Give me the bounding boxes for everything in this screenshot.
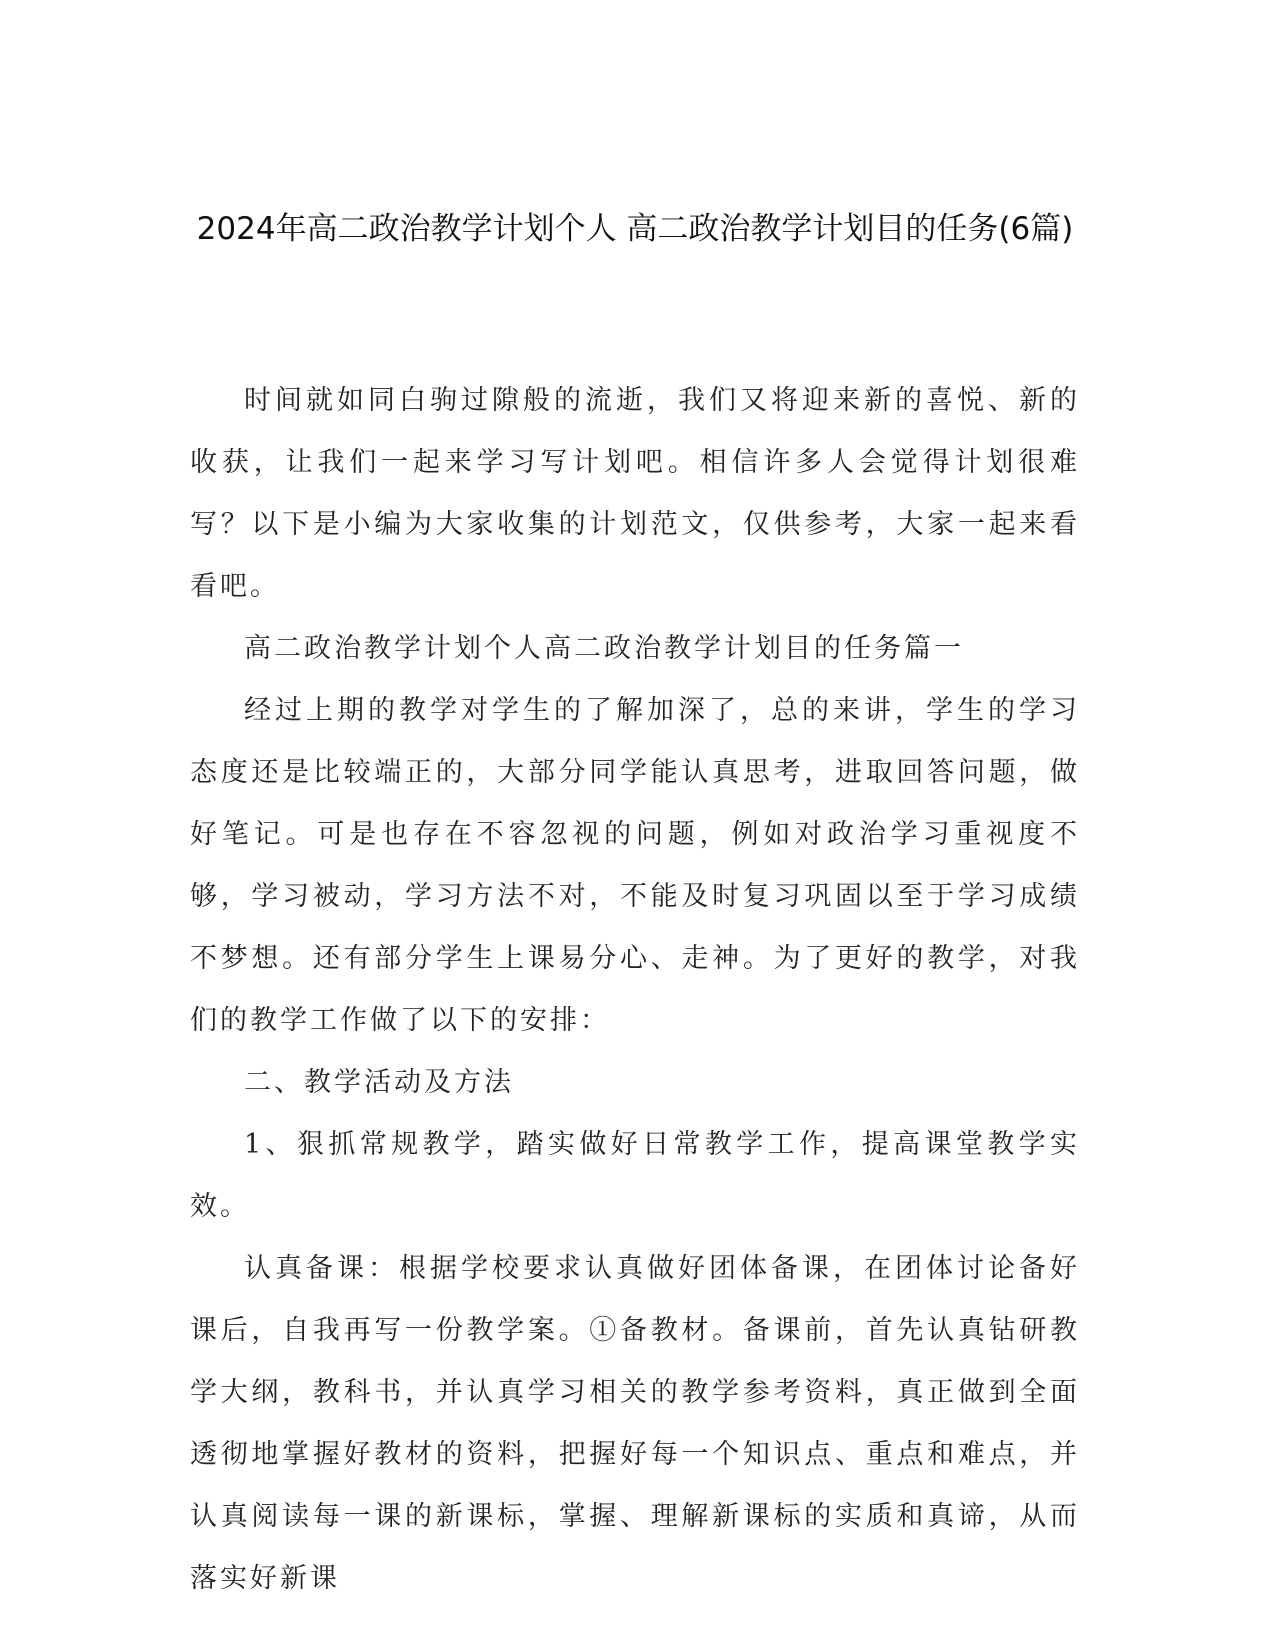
section-heading: 高二政治教学计划个人高二政治教学计划目的任务篇一 [244, 633, 964, 664]
section-heading-activities: 二、教学活动及方法 [244, 1067, 514, 1098]
document-title: 2024年高二政治教学计划个人 高二政治教学计划目的任务(6篇) [196, 211, 1074, 247]
list-item-1: 1、狠抓常规教学，踏实做好日常教学工作，提高课堂教学实效。 [190, 1129, 1080, 1222]
document-body [190, 370, 1080, 1610]
paragraph-intro: 时间就如同白驹过隙般的流逝，我们又将迎来新的喜悦、新的收获，让我们一起来学习写计划吧。相信许多人会觉得计划很难写？以下是小编为大家收集的计划范文，仅供参考，大家一起来看看吧。 [190, 385, 1080, 602]
paragraph-lesson-prep: 认真备课：根据学校要求认真做好团体备课，在团体讨论备好课后，自我再写一份教学案。①备教材。备课前，首先认真钻研教学大纲，教科书，并认真学习相关的教学参考资料，真正做到全面透彻地掌握好教材的资料，把握好每一个知识点、重点和难点，并认真阅读每一课的新课标，掌握、理解新课标的实质和真谛，从而落实好新课 [190, 1253, 1080, 1594]
paragraph-student-analysis: 经过上期的教学对学生的了解加深了，总的来讲，学生的学习态度还是比较端正的，大部分同学能认真思考，进取回答问题，做好笔记。可是也存在不容忽视的问题，例如对政治学习重视度不够，学习被动，学习方法不对，不能及时复习巩固以至于学习成绩不梦想。还有部分学生上课易分心、走神。为了更好的教学，对我们的教学工作做了以下的安排： [190, 695, 1080, 1036]
